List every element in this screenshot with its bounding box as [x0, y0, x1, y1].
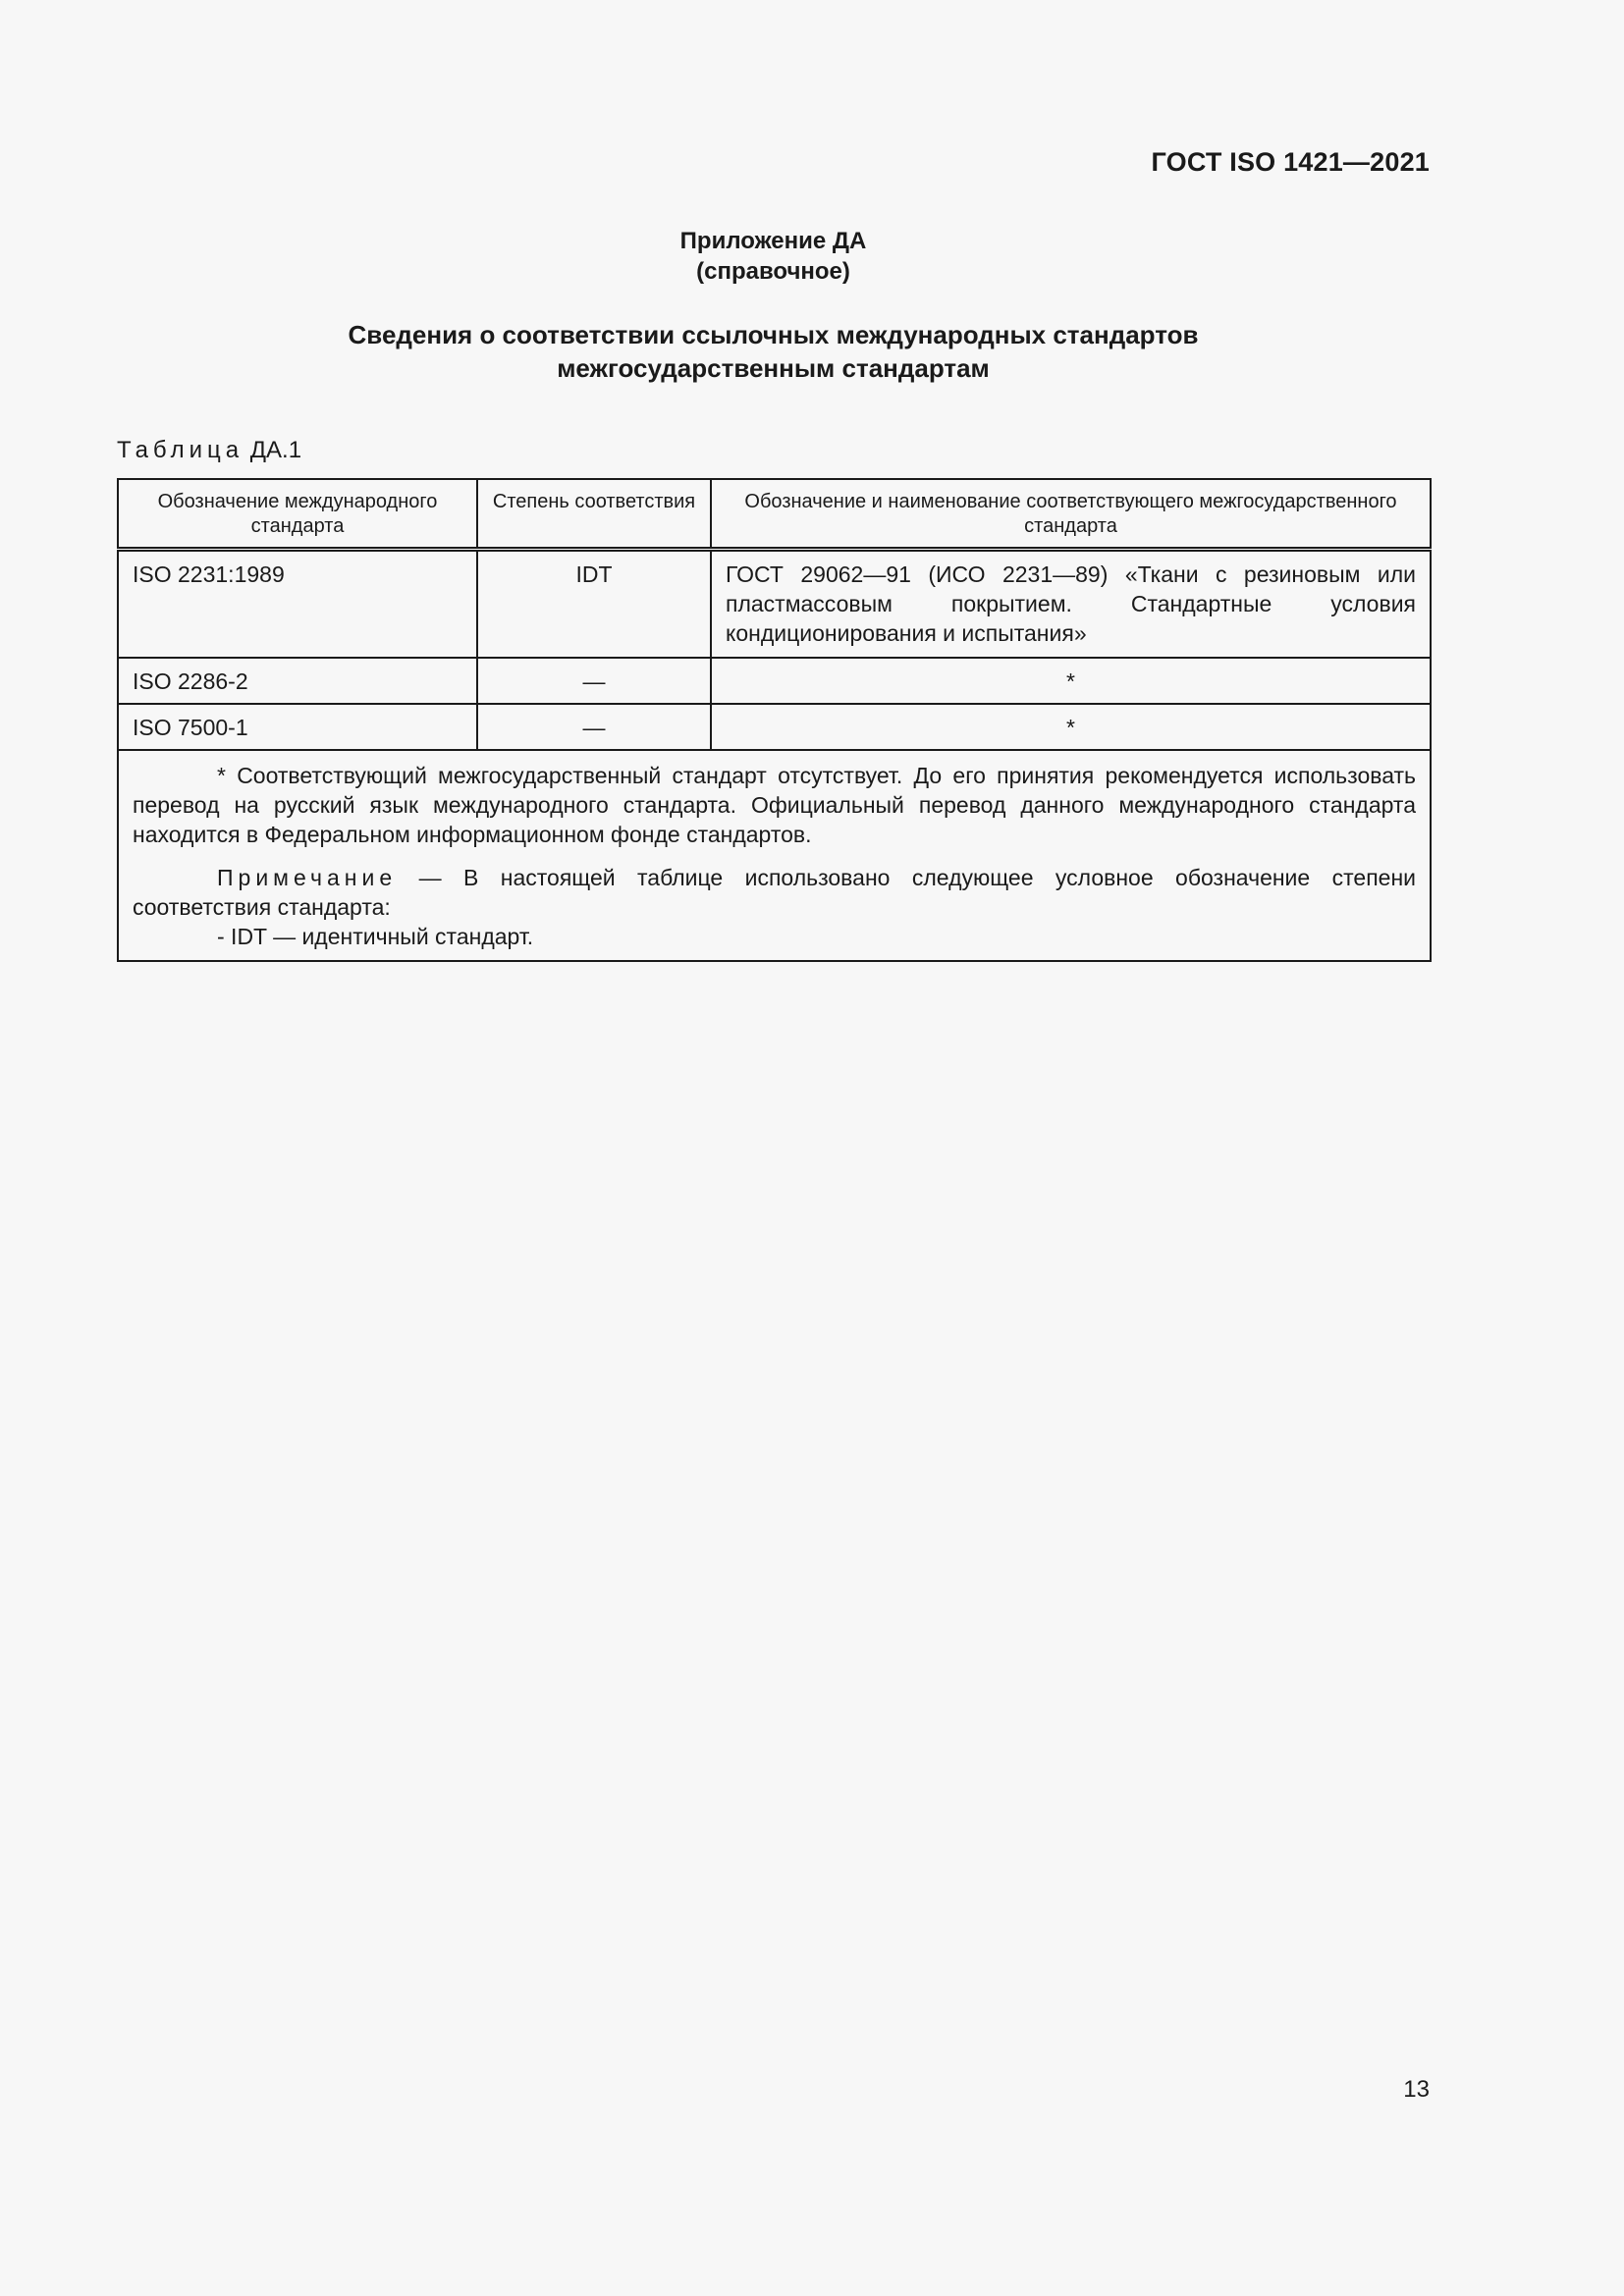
note-text: — В настоящей таблице использовано следующее условное обозначение степени соответствия стандарта: — [133, 865, 1416, 920]
section-title — [0, 318, 1546, 385]
note-list-item: - IDT — идентичный стандарт. — [217, 924, 534, 949]
page-number: 13 — [1403, 2076, 1430, 2103]
table-row — [118, 704, 1431, 750]
cell-national-standard: * — [711, 658, 1431, 704]
table-row — [118, 550, 1431, 659]
annex-subtitle: (справочное) — [696, 258, 850, 285]
cell-degree: IDT — [477, 550, 711, 659]
cell-national-standard: ГОСТ 29062—91 (ИСО 2231—89) «Ткани с резиновым или пластмассовым покрытием. Стандартные условия кондиционирования и испытания» — [711, 550, 1431, 659]
table-label — [117, 437, 301, 464]
cell-degree: — — [477, 704, 711, 750]
table-label-word: Таблица — [117, 437, 244, 463]
cell-intl-standard: ISO 2231:1989 — [118, 550, 477, 659]
cell-national-standard: * — [711, 704, 1431, 750]
cell-intl-standard: ISO 2286-2 — [118, 658, 477, 704]
table-label-number: ДА.1 — [249, 437, 302, 463]
table-notes-row — [118, 750, 1431, 961]
section-title-line-1: Сведения о соответствии ссылочных международных стандартов — [348, 320, 1199, 349]
cell-intl-standard: ISO 7500-1 — [118, 704, 477, 750]
table-notes-cell — [118, 750, 1431, 961]
standards-correspondence-table — [117, 478, 1432, 962]
table-footnote: * Соответствующий межгосударственный стандарт отсутствует. До его принятия рекомендуется использовать перевод на русский язык международного стандарта. Официальный перевод данного международного стандарта находится в Федеральном информационном фонде стандартов. — [133, 763, 1416, 847]
document-code: ГОСТ ISO 1421—2021 — [1151, 147, 1430, 177]
section-title-line-2: межгосударственным стандартам — [557, 353, 990, 383]
note-label: Примечание — [217, 865, 398, 890]
table-note — [133, 863, 1416, 922]
table-header-row — [118, 479, 1431, 550]
header-intl-standard: Обозначение международного стандарта — [118, 479, 477, 550]
header-degree: Степень соответствия — [477, 479, 711, 550]
annex-title: Приложение ДА — [679, 228, 867, 254]
cell-degree: — — [477, 658, 711, 704]
annex-heading — [0, 226, 1546, 287]
header-national-standard: Обозначение и наименование соответствующего межгосударственного стандарта — [711, 479, 1431, 550]
table-row — [118, 658, 1431, 704]
